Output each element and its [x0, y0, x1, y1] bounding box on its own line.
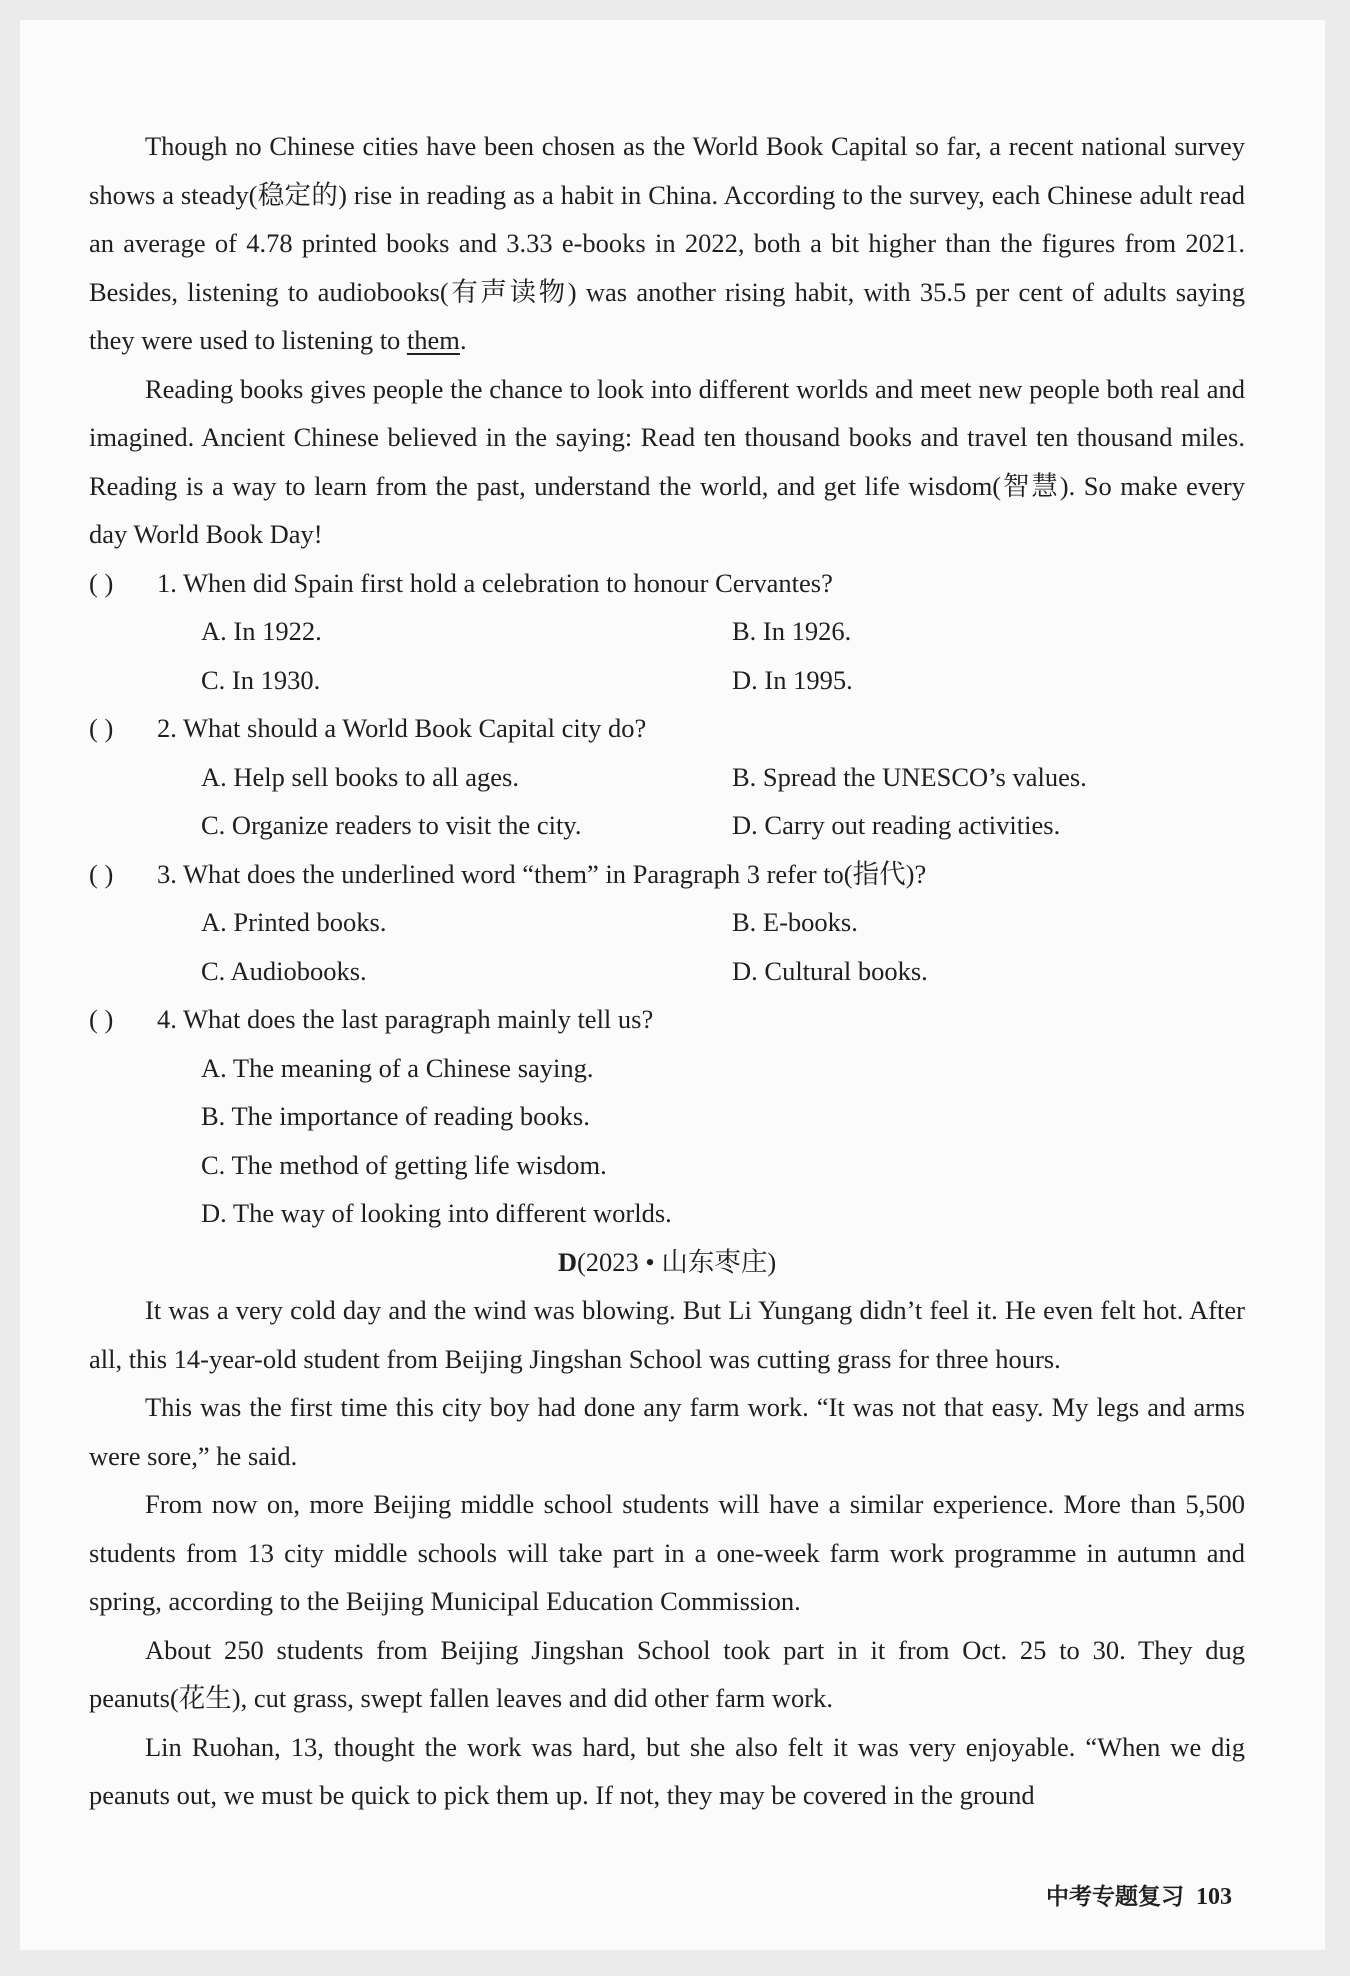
section-letter: D [557, 1246, 577, 1277]
option-b: B. E-books. [732, 907, 858, 937]
page-number: 103 [1196, 1884, 1232, 1910]
underlined-word: them [406, 325, 460, 355]
question-text: 4. What does the last paragraph mainly tell us? [157, 1004, 654, 1034]
options-row [89, 801, 1245, 850]
answer-bracket[interactable]: ( ) [89, 1004, 114, 1034]
option-c: C. The method of getting life wisdom. [201, 1149, 607, 1180]
option-a: A. Printed books. [201, 907, 387, 937]
answer-bracket[interactable]: ( ) [89, 567, 114, 598]
option-b: B. The importance of reading books. [201, 1101, 590, 1131]
paragraph-d1: It was a very cold day and the wind was blowing. But Li Yungang didn’t feel it. He even felt hot. After all, this 14-year-old student from Beijing Jingshan School was cutting grass for three hours. [89, 1295, 1245, 1374]
section-source: (2023 • 山东枣庄) [576, 1246, 777, 1277]
question-1 [89, 559, 1245, 608]
question-text: 2. What should a World Book Capital city do? [157, 713, 647, 743]
option-d: D. In 1995. [732, 664, 853, 695]
option-d: D. Cultural books. [732, 955, 928, 986]
document-page [20, 20, 1325, 1950]
options-row [89, 607, 1245, 656]
section-heading [89, 1238, 1245, 1287]
paragraph-d5: Lin Ruohan, 13, thought the work was hard, but she also felt it was very enjoyable. “When we dig peanuts out, we must be quick to pick them up. If not, they may be covered in the ground [89, 1731, 1245, 1810]
paragraph-d3: From now on, more Beijing middle school students will have a similar experience. More than 5,500 students from 13 city middle schools will take part in a one-week farm work programme in autumn and spring, according to the Beijing Municipal Education Commission. [89, 1489, 1245, 1616]
options-row [89, 753, 1245, 802]
page-content [89, 122, 1245, 1820]
option-b: B. Spread the UNESCO’s values. [732, 761, 1087, 792]
answer-bracket[interactable]: ( ) [89, 858, 114, 889]
options-row [89, 947, 1245, 996]
option-c: C. In 1930. [201, 664, 321, 695]
footer-label: 中考专题复习 [1046, 1884, 1184, 1910]
paragraph-text: Though no Chinese cities have been chosen as the World Book Capital so far, a recent national survey shows a steady(稳定的) rise in reading as a habit in China. According to the survey, each Chinese adult read an average of 4.78 printed books and 3.33 e-books in 2022, both a bit higher than the figures from 2021. Besides, listening to audiobooks(有声读物) was another rising habit, with 35.5 per cent of adults saying they were used to listening to [89, 131, 1245, 355]
answer-bracket[interactable]: ( ) [89, 713, 114, 743]
question-text: 1. When did Spain first hold a celebration to honour Cervantes? [157, 567, 833, 598]
option-a: A. In 1922. [201, 616, 322, 646]
question-text: 3. What does the underlined word “them” in Paragraph 3 refer to(指代)? [157, 858, 927, 889]
question-4 [89, 995, 1245, 1044]
paragraph-d4: About 250 students from Beijing Jingshan School took part in it from Oct. 25 to 30. They dug peanuts(花生), cut grass, swept fallen leaves and did other farm work. [89, 1634, 1245, 1713]
options-row [89, 656, 1245, 705]
options-row [89, 898, 1245, 947]
option-a: A. The meaning of a Chinese saying. [201, 1052, 594, 1083]
option-c: C. Organize readers to visit the city. [201, 810, 582, 840]
question-3 [89, 850, 1245, 899]
paragraph-end-punct: . [459, 325, 467, 355]
page-footer [1046, 1878, 1232, 1911]
option-b: B. In 1926. [732, 616, 852, 646]
option-a: A. Help sell books to all ages. [201, 761, 519, 792]
option-d: D. Carry out reading activities. [732, 810, 1061, 840]
paragraph-d2: This was the first time this city boy had done any farm work. “It was not that easy. My legs and arms were sore,” he said. [89, 1392, 1245, 1471]
paragraph-survey [89, 122, 1245, 365]
paragraph-reading: Reading books gives people the chance to look into different worlds and meet new people both real and imagined. Ancient Chinese believed in the saying: Read ten thousand books and travel ten thousand miles. Reading is a way to learn from the past, understand the world, and get life wisdom(智慧). So make every day World Book Day! [89, 373, 1245, 549]
question-2 [89, 704, 1245, 753]
option-c: C. Audiobooks. [201, 955, 367, 986]
option-d: D. The way of looking into different worlds. [201, 1198, 672, 1228]
